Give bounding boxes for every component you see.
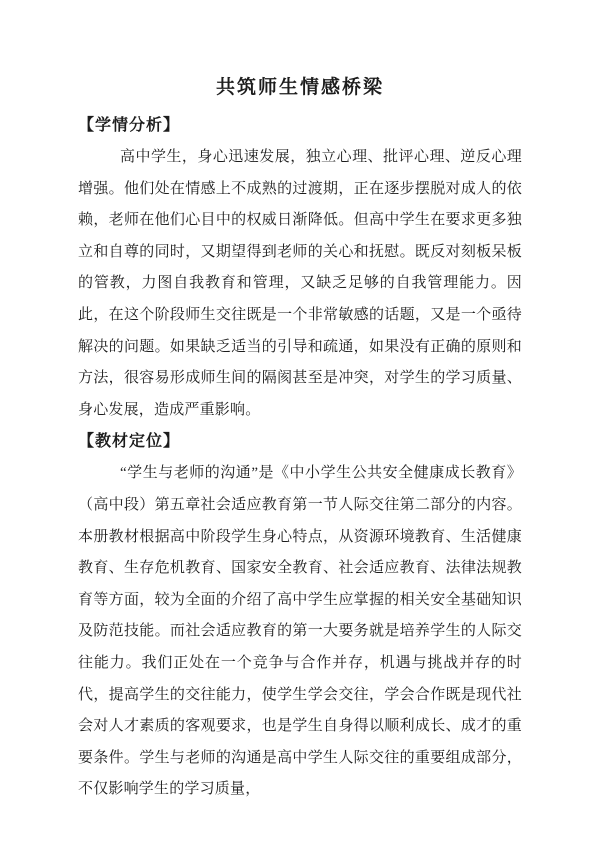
section-textbook-positioning xyxy=(78,432,522,806)
section-header-learning-analysis: 【学情分析】 xyxy=(78,117,181,134)
section-paragraph-learning-analysis: 高中学生，身心迅速发展，独立心理、批评心理、逆反心理增强。他们处在情感上不成熟的过渡期，正在逐步摆脱对成人的依赖，老师在他们心目中的权威日渐降低。但高中学生在要求更多独立和自尊的同时，又期望得到老师的关心和抚慰。既反对刻板呆板的管教，力图自我教育和管理，又缺乏足够的自我管理能力。因此，在这个阶段师生交往既是一个非常敏感的话题，又是一个亟待解决的问题。如果缺乏适当的引导和疏通，如果没有正确的原则和方法，很容易形成师生间的隔阂甚至是冲突，对学生的学习质量、身心发展，造成严重影响。 xyxy=(78,149,522,418)
section-paragraph-textbook-positioning: “学生与老师的沟通”是《中小学生公共安全健康成长教育》（高中段）第五章社会适应教育第一节人际交往第二部分的内容。本册教材根据高中阶段学生身心特点，从资源环境教育、生活健康教育、生存危机教育、国家安全教育、社会适应教育、法律法规教育等方面，较为全面的介绍了高中学生应掌握的相关安全基础知识及防范技能。而社会适应教育的第一大要务就是培养学生的人际交往能力。我们正处在一个竞争与合作并存，机遇与挑战并存的时代，提高学生的交往能力，使学生学会交往，学会合作既是现代社会对人才素质的客观要求，也是学生自身得以顺利成长、成才的重要条件。学生与老师的沟通是高中学生人际交往的重要组成部分，不仅影响学生的学习质量， xyxy=(78,465,522,798)
section-header-textbook-positioning: 【教材定位】 xyxy=(78,433,181,451)
section-learning-analysis xyxy=(78,116,522,426)
page-title: 共筑师生情感桥梁 xyxy=(215,77,384,98)
